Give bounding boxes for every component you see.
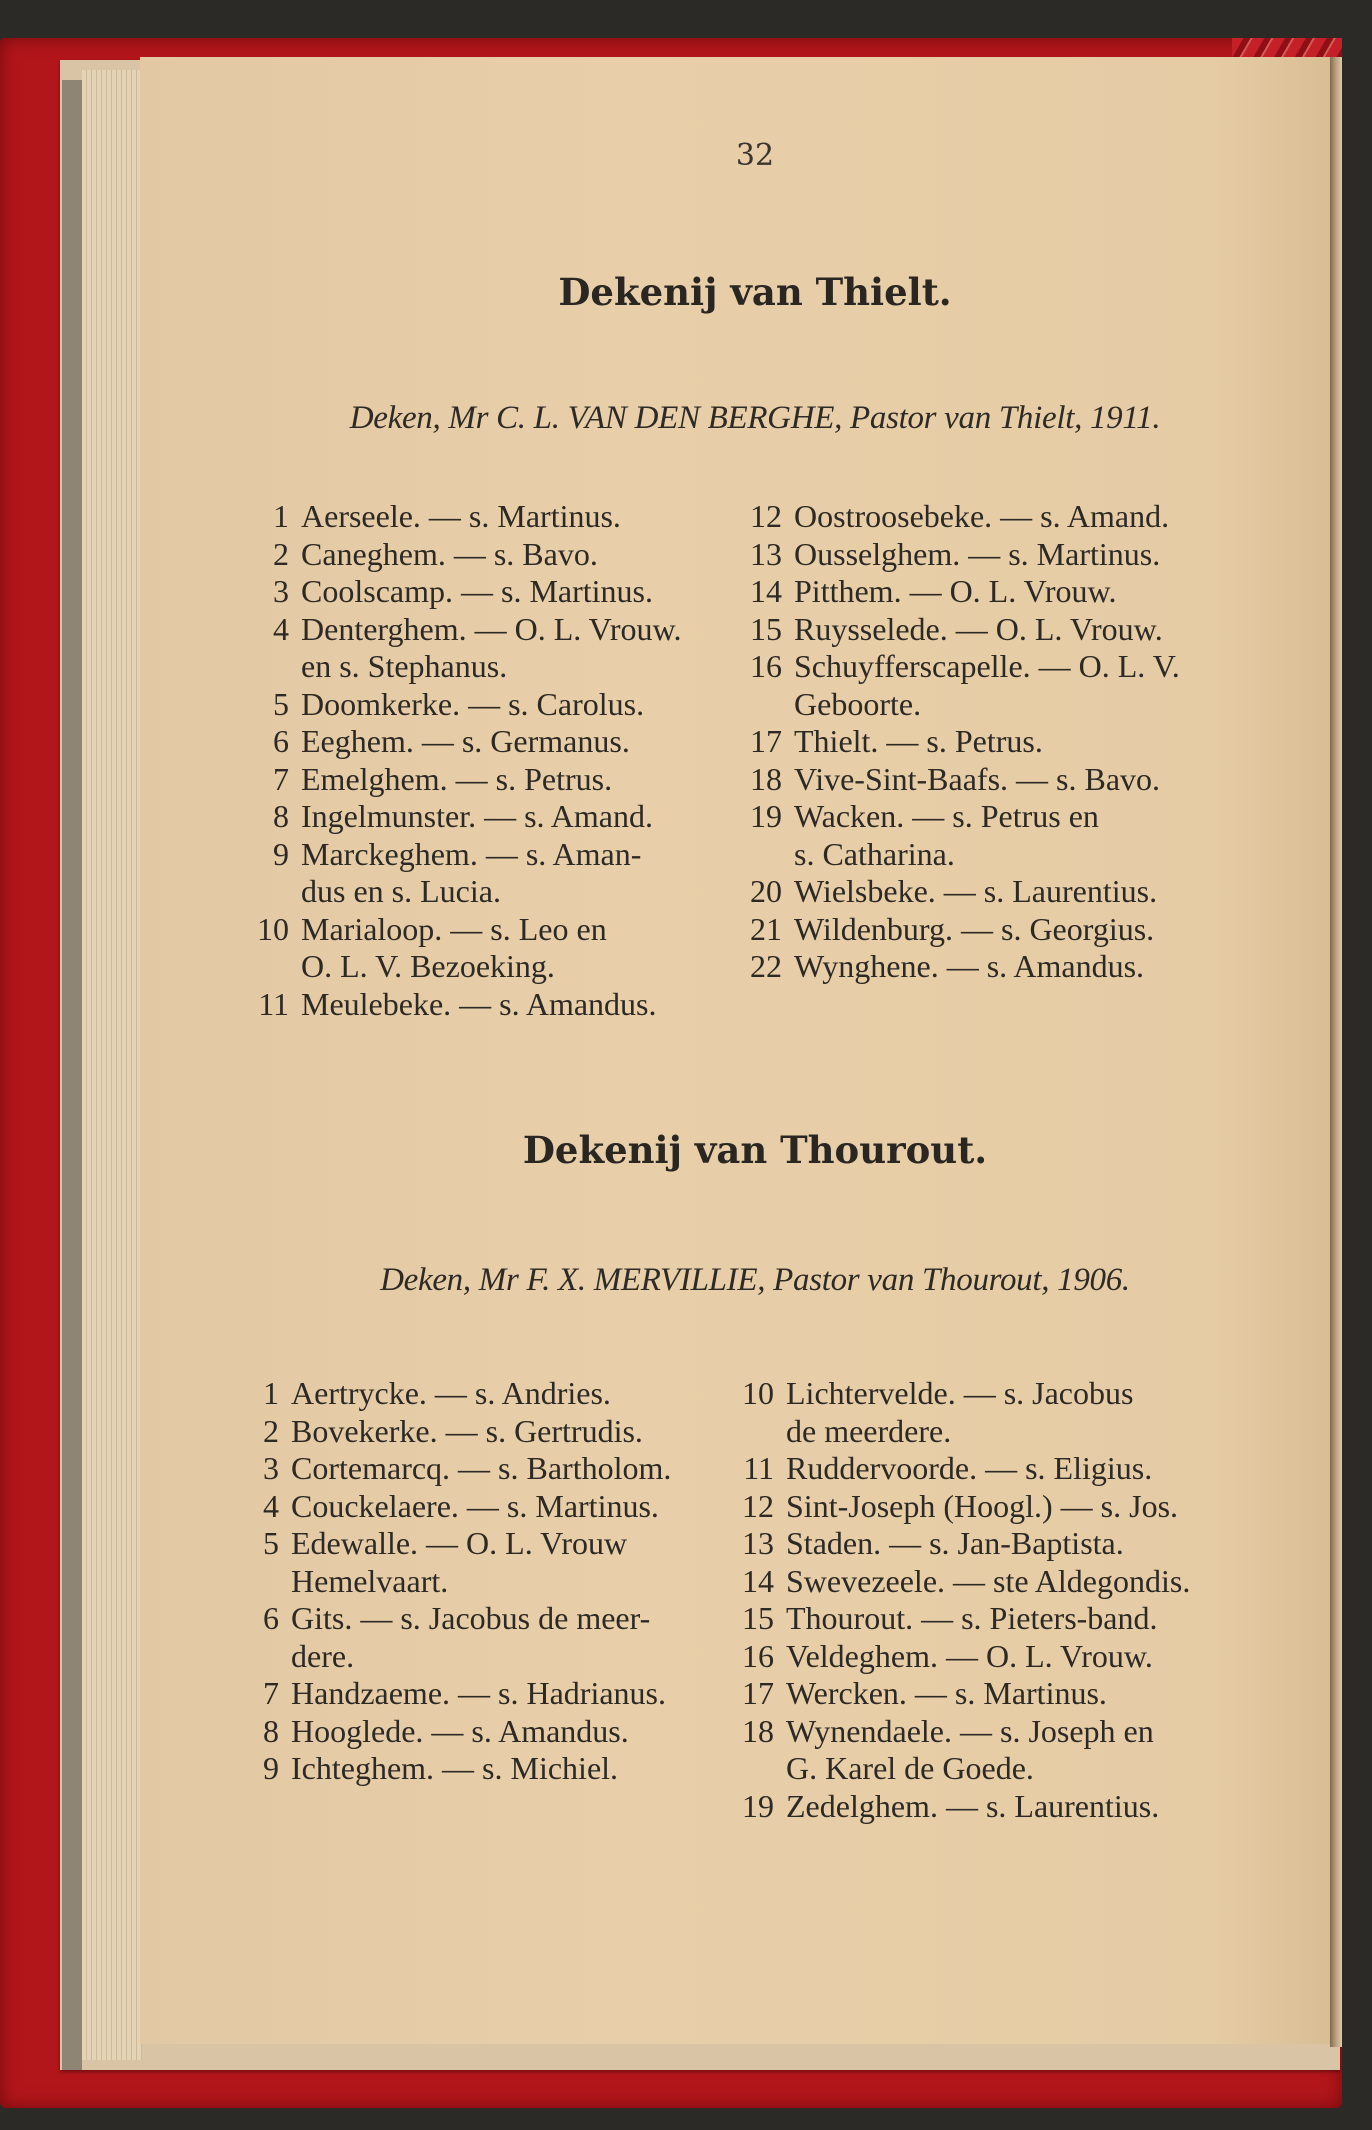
parish-number: 17	[750, 723, 782, 759]
parish-text: Thourout. — s. Pieters-band.	[786, 1600, 1158, 1636]
parish-entry-continuation	[235, 1563, 735, 1601]
parish-entry	[730, 1713, 1260, 1751]
parish-entry	[730, 1638, 1260, 1676]
parish-text: s. Catharina.	[794, 835, 955, 872]
parish-number: 5	[273, 685, 289, 722]
parish-number: 9	[273, 835, 289, 872]
parish-number: 1	[273, 498, 289, 534]
page-number: 32	[735, 138, 775, 173]
parish-number: 10	[742, 1375, 774, 1411]
dean-line-thielt: Deken, Mr C. L. VAN DEN BERGHE, Pastor van Thielt, 1911.	[349, 400, 1161, 436]
parish-number: 6	[273, 723, 289, 759]
parish-entry	[730, 1600, 1260, 1638]
parish-entry	[730, 1450, 1260, 1488]
parish-text: Aertrycke. — s. Andries.	[291, 1375, 611, 1411]
parish-number: 11	[743, 1450, 774, 1486]
parish-entry	[245, 573, 725, 611]
parish-text: Handzaeme. — s. Hadrianus.	[291, 1675, 666, 1711]
parish-text: Ousselghem. — s. Martinus.	[794, 535, 1161, 572]
parish-number: 20	[750, 873, 782, 909]
parish-number: 9	[263, 1750, 279, 1786]
parish-entry-continuation	[245, 948, 725, 986]
parish-entry	[245, 761, 725, 799]
page-edges	[82, 70, 142, 2060]
parish-number: 12	[750, 498, 782, 534]
parish-text: Wynendaele. — s. Joseph en	[786, 1712, 1154, 1749]
parish-number: 2	[273, 535, 289, 572]
parish-entry	[738, 723, 1258, 761]
parish-entry	[235, 1375, 735, 1413]
parish-text: Edewalle. — O. L. Vrouw	[291, 1525, 628, 1561]
parish-text: Doomkerke. — s. Carolus.	[301, 685, 645, 722]
parish-text: Ingelmunster. — s. Amand.	[301, 798, 653, 834]
parish-number: 7	[273, 760, 289, 797]
parish-entry	[235, 1675, 735, 1713]
parish-text: Hooglede. — s. Amandus.	[291, 1712, 629, 1749]
parish-text: Coolscamp. — s. Martinus.	[301, 573, 653, 609]
parish-number: 13	[742, 1525, 774, 1561]
section-title-thourout: Dekenij van Thourout.	[522, 1128, 988, 1172]
page-fold	[1330, 57, 1342, 2047]
parish-number: 8	[273, 798, 289, 834]
parish-text: Denterghem. — O. L. Vrouw.	[301, 610, 682, 647]
parish-text: Wacken. — s. Petrus en	[794, 798, 1099, 834]
parish-number: 10	[257, 910, 289, 947]
parish-entry	[738, 648, 1258, 686]
parish-number: 4	[263, 1487, 279, 1524]
parish-entry	[730, 1488, 1260, 1526]
parish-entry	[738, 798, 1258, 836]
parish-text: Marckeghem. — s. Aman-	[301, 835, 642, 872]
parish-text: Schuyfferscapelle. — O. L. V.	[794, 648, 1180, 684]
parish-number: 21	[750, 910, 782, 947]
parish-text: Geboorte.	[794, 685, 922, 722]
parish-text: Oostroosebeke. — s. Amand.	[794, 498, 1170, 534]
parish-entry	[235, 1525, 735, 1563]
parish-entry	[730, 1375, 1260, 1413]
parish-text: Thielt. — s. Petrus.	[794, 723, 1043, 759]
parish-number: 1	[263, 1375, 279, 1411]
entries-right-thourout	[730, 1375, 1260, 1825]
parish-text: Ichteghem. — s. Michiel.	[291, 1750, 619, 1786]
parish-entry-continuation	[245, 648, 725, 686]
parish-text: Aerseele. — s. Martinus.	[301, 498, 621, 534]
parish-number: 22	[750, 948, 782, 984]
parish-text: Veldeghem. — O. L. Vrouw.	[786, 1637, 1153, 1674]
parish-entry	[730, 1788, 1260, 1826]
parish-number: 14	[750, 573, 782, 609]
parish-text: Sint-Joseph (Hoogl.) — s. Jos.	[786, 1487, 1179, 1524]
parish-number: 5	[263, 1525, 279, 1561]
gutter	[62, 80, 82, 2070]
parish-entry-continuation	[235, 1638, 735, 1676]
entries-left-thielt	[245, 498, 725, 1023]
parish-number: 17	[742, 1675, 774, 1711]
parish-text: Wielsbeke. — s. Laurentius.	[794, 873, 1158, 909]
parish-entry	[245, 611, 725, 649]
parish-text: dus en s. Lucia.	[301, 873, 501, 909]
parish-number: 12	[742, 1487, 774, 1524]
parish-text: Swevezeele. — ste Aldegondis.	[786, 1562, 1191, 1599]
dean-line-thourout: Deken, Mr F. X. MERVILLIE, Pastor van Thourout, 1906.	[380, 1262, 1130, 1298]
parish-text: Cortemarcq. — s. Bartholom.	[291, 1450, 672, 1486]
entries-left-thourout	[235, 1375, 735, 1788]
parish-number: 19	[750, 798, 782, 834]
parish-text: en s. Stephanus.	[301, 648, 508, 684]
parish-entry	[235, 1600, 735, 1638]
parish-text: Eeghem. — s. Germanus.	[301, 723, 630, 759]
parish-entry	[730, 1563, 1260, 1601]
parish-text: Couckelaere. — s. Martinus.	[291, 1487, 659, 1524]
parish-number: 18	[750, 760, 782, 797]
parish-number: 16	[742, 1637, 774, 1674]
parish-entry	[738, 761, 1258, 799]
parish-entry-continuation	[245, 873, 725, 911]
parish-entry	[245, 798, 725, 836]
parish-entry	[245, 498, 725, 536]
parish-number: 3	[273, 573, 289, 609]
parish-text: O. L. V. Bezoeking.	[301, 948, 555, 984]
parish-text: Gits. — s. Jacobus de meer-	[291, 1600, 651, 1636]
parish-entry	[235, 1488, 735, 1526]
parish-entry	[738, 873, 1258, 911]
parish-number: 11	[258, 985, 289, 1022]
parish-text: Ruysselede. — O. L. Vrouw.	[794, 610, 1163, 647]
parish-entry	[245, 686, 725, 724]
parish-number: 8	[263, 1712, 279, 1749]
parish-number: 3	[263, 1450, 279, 1486]
parish-entry	[235, 1713, 735, 1751]
parish-entry-continuation	[738, 836, 1258, 874]
parish-entry	[738, 948, 1258, 986]
parish-text: Zedelghem. — s. Laurentius.	[786, 1787, 1160, 1824]
parish-entry	[245, 986, 725, 1024]
section-title-thielt: Dekenij van Thielt.	[558, 270, 952, 314]
parish-number: 15	[742, 1600, 774, 1636]
parish-entry	[738, 573, 1258, 611]
parish-entry	[235, 1413, 735, 1451]
parish-entry-continuation	[738, 686, 1258, 724]
parish-entry-continuation	[730, 1750, 1260, 1788]
parish-text: Marialoop. — s. Leo en	[301, 910, 607, 947]
parish-number: 4	[273, 610, 289, 647]
parish-text: Staden. — s. Jan-Baptista.	[786, 1525, 1124, 1561]
parish-entry	[245, 723, 725, 761]
parish-text: Caneghem. — s. Bavo.	[301, 535, 598, 572]
parish-text: Bovekerke. — s. Gertrudis.	[291, 1412, 643, 1449]
parish-number: 16	[750, 648, 782, 684]
parish-entry	[245, 836, 725, 874]
parish-number: 18	[742, 1712, 774, 1749]
parish-text: Lichtervelde. — s. Jacobus	[786, 1375, 1134, 1411]
parish-number: 15	[750, 610, 782, 647]
parish-entry-continuation	[730, 1413, 1260, 1451]
parish-text: Emelghem. — s. Petrus.	[301, 760, 613, 797]
parish-number: 13	[750, 535, 782, 572]
parish-text: Wynghene. — s. Amandus.	[794, 948, 1145, 984]
parish-text: Vive-Sint-Baafs. — s. Bavo.	[794, 760, 1161, 797]
parish-number: 6	[263, 1600, 279, 1636]
parish-entry	[235, 1750, 735, 1788]
parish-text: G. Karel de Goede.	[786, 1750, 1034, 1786]
parish-text: Meulebeke. — s. Amandus.	[301, 985, 657, 1022]
parish-entry	[235, 1450, 735, 1488]
parish-number: 19	[742, 1787, 774, 1824]
parish-entry	[730, 1675, 1260, 1713]
parish-text: Pitthem. — O. L. Vrouw.	[794, 573, 1117, 609]
parish-text: Ruddervoorde. — s. Eligius.	[786, 1450, 1153, 1486]
parish-entry	[738, 611, 1258, 649]
parish-text: Wercken. — s. Martinus.	[786, 1675, 1107, 1711]
parish-text: dere.	[291, 1637, 355, 1674]
parish-entry	[738, 911, 1258, 949]
parish-number: 7	[263, 1675, 279, 1711]
parish-number: 2	[263, 1412, 279, 1449]
entries-right-thielt	[738, 498, 1258, 986]
parish-entry	[738, 498, 1258, 536]
parish-entry	[738, 536, 1258, 574]
parish-entry	[730, 1525, 1260, 1563]
parish-entry	[245, 536, 725, 574]
parish-text: Wildenburg. — s. Georgius.	[794, 910, 1155, 947]
parish-entry	[245, 911, 725, 949]
parish-number: 14	[742, 1562, 774, 1599]
parish-text: de meerdere.	[786, 1412, 952, 1449]
parish-text: Hemelvaart.	[291, 1562, 449, 1599]
